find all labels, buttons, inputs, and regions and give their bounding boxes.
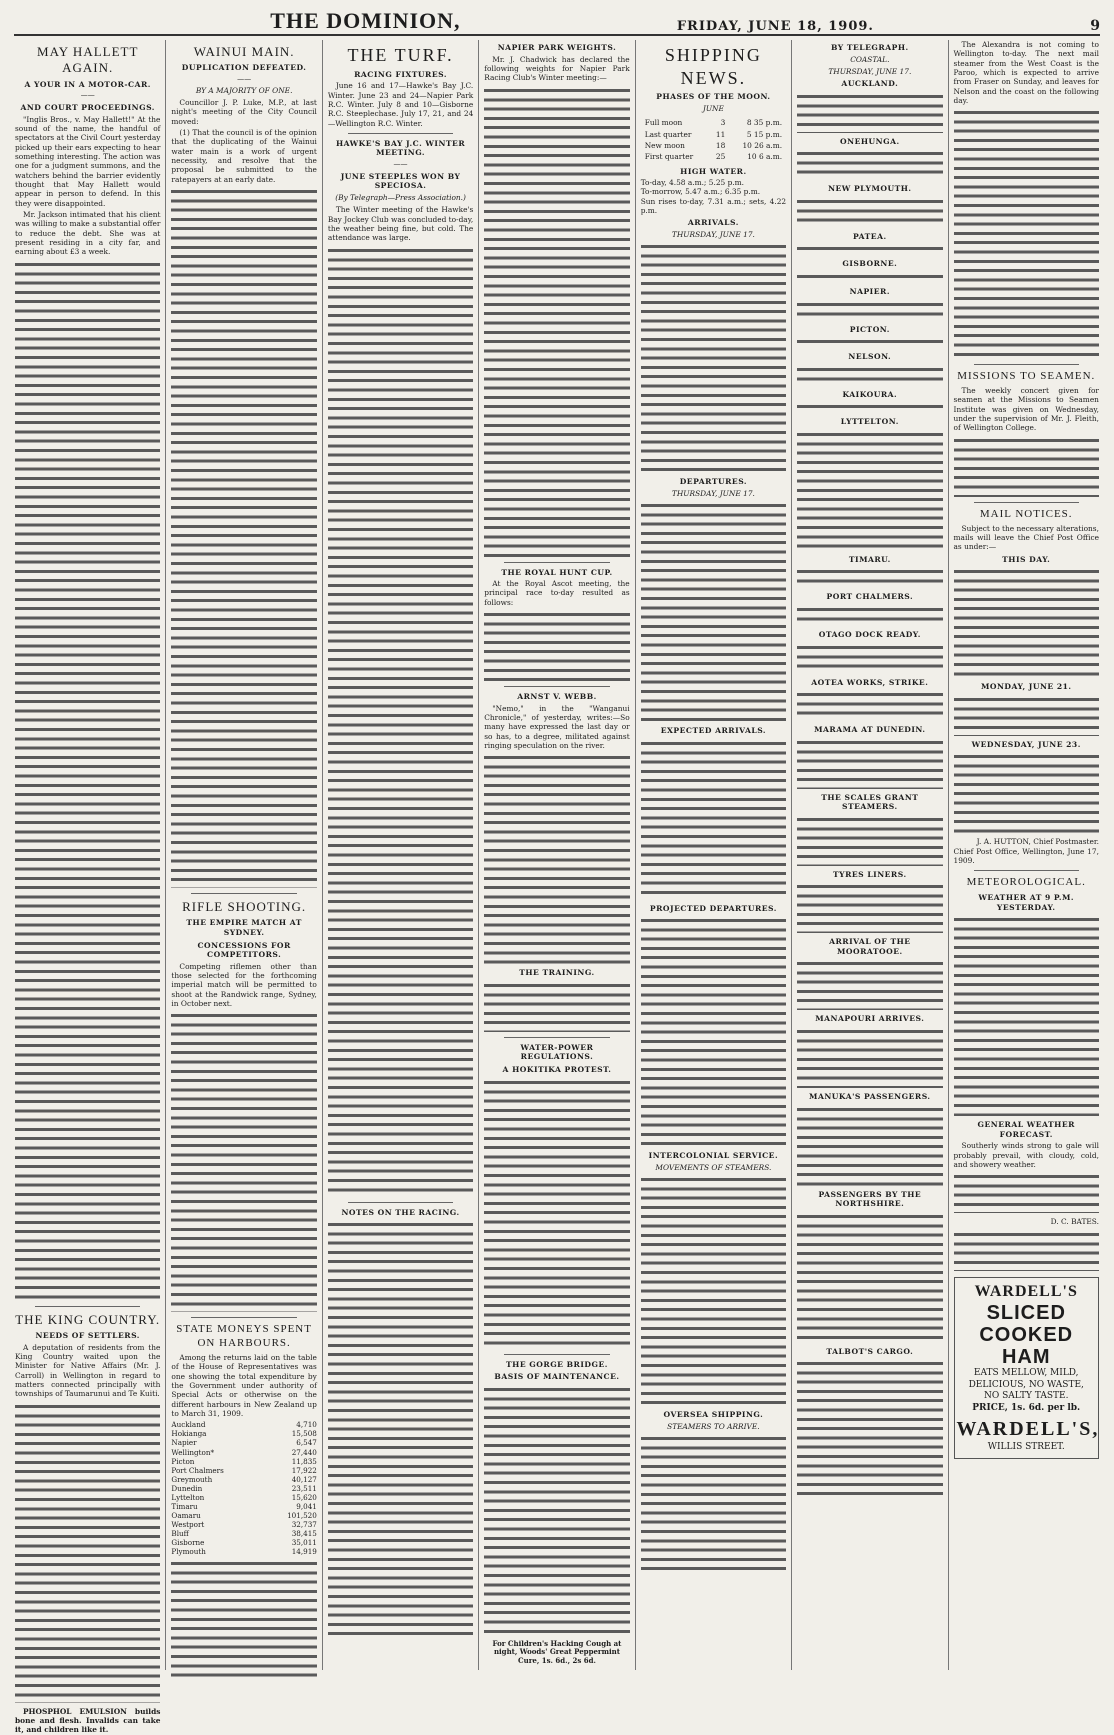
subhead-projected: PROJECTED DEPARTURES. — [649, 903, 777, 913]
port-gisborne: GISBORNE. — [842, 259, 898, 269]
headline-missions: MISSIONS TO SEAMEN. — [957, 370, 1096, 383]
subhead-expected: EXPECTED ARRIVALS. — [660, 726, 767, 736]
harbour-name: Picton — [171, 1456, 195, 1466]
article-body-text — [484, 754, 629, 964]
article-body-text — [797, 883, 942, 933]
masthead-title: THE DOMINION, — [270, 8, 461, 33]
subhead-manapouri: MANAPOURI ARRIVES. — [815, 1014, 925, 1024]
subhead-moon: PHASES OF THE MOON. — [656, 92, 771, 102]
moon-time: 5 15 p.m. — [746, 129, 783, 139]
headline-royal-hunt: THE ROYAL HUNT CUP. — [501, 567, 613, 577]
harbour-amount: 38,415 — [291, 1529, 317, 1539]
moon-day: 11 — [715, 129, 726, 139]
high-water-tomorrow: To-morrow, 5.47 a.m.; 6.35 p.m. — [640, 187, 761, 197]
ad-headline: SLICED COOKED HAM — [979, 1301, 1074, 1368]
article-body-text — [484, 1386, 629, 1636]
headline-water-power: WATER-POWER REGULATIONS. — [520, 1042, 594, 1062]
harbour-amount: 23,511 — [291, 1483, 317, 1493]
harbour-amount: 15,620 — [291, 1492, 317, 1502]
article-body-text — [797, 644, 942, 674]
article-paragraph: "Nemo," in the "Wanganui Chronicle," of yesterday, writes:—So many have expressed the last day or so has, to a degree, militated against ringing speculation on the river. — [484, 703, 630, 750]
subhead-talbots: TALBOT'S CARGO. — [826, 1346, 914, 1356]
harbour-name: Timaru — [171, 1501, 198, 1511]
article-body-text — [797, 338, 942, 348]
port-kaikoura: KAIKOURA. — [842, 389, 898, 399]
article-body-text — [797, 198, 942, 228]
moon-phase: Last quarter — [644, 129, 692, 139]
port-patea: PATEA. — [853, 231, 887, 241]
article-body-text — [954, 568, 1099, 678]
article-body-text — [954, 753, 1099, 833]
article-body-text — [954, 916, 1099, 1116]
harbour-row — [171, 1466, 316, 1475]
harbour-row — [171, 1547, 316, 1556]
article-body-text — [797, 273, 942, 283]
harbour-amount: 40,127 — [291, 1474, 317, 1484]
article-body-text — [797, 93, 942, 133]
article-paragraph: The weekly concert given for seamen at the Missions to Seamen Institute was given on Wednesday, under the supervision of Mr. J. Fleith, of Wellington College. — [953, 386, 1099, 433]
article-paragraph: Competing riflemen other than those selected for the forthcoming imperial match will be permitted to shoot at the Randwick range, Sydney, in October next. — [171, 961, 317, 1008]
port-picton: PICTON. — [849, 324, 890, 334]
headline-turf: THE TURF. — [347, 45, 454, 65]
subhead-departures: DEPARTURES. — [679, 477, 748, 487]
moon-row — [643, 152, 784, 161]
ad-brand: WARDELL'S — [974, 1282, 1078, 1300]
sun-times: Sun rises to-day, 7.31 a.m.; sets, 4.22 p.m. — [640, 196, 787, 216]
port-new-plymouth: NEW PLYMOUTH. — [828, 184, 912, 194]
divider — [974, 502, 1079, 503]
harbour-name: Port Chalmers — [171, 1465, 224, 1475]
article-body-text — [797, 816, 942, 866]
article-body-text — [954, 109, 1099, 359]
forecast-signature: D. C. BATES. — [1050, 1217, 1099, 1227]
fixtures-list: June 16 and 17—Hawke's Bay J.C. Winter. June 23 and 24—Napier Park R.C. Winter. July 8 and 10—Gisborne R.C. Steeplechase. July 17, 21, and 24—Wellington R.C. Winter. — [327, 81, 474, 128]
article-body-text — [797, 301, 942, 321]
subhead-june-steeples: JUNE STEEPLES WON BY SPECIOSA. — [340, 171, 461, 191]
ad-brand-footer: WARDELL'S, — [956, 1418, 1100, 1441]
harbour-name: Napier — [171, 1438, 197, 1448]
port-onehunga: ONEHUNGA. — [840, 136, 900, 146]
article-paragraph: The Alexandra is not coming to Wellington to-day. The next mail steamer from the West Coast is the Paroo, which is expected to arrive from Fraser on Sunday, and leaves for Nelson and the coast on the following day. — [953, 40, 1099, 105]
moon-day: 18 — [715, 140, 726, 150]
harbour-row — [171, 1520, 316, 1529]
article-body-text — [641, 502, 786, 722]
article-body-text — [797, 739, 942, 789]
harbour-row — [171, 1484, 316, 1493]
article-paragraph: A deputation of residents from the King Country waited upon the Minister for Native Affairs (Mr. J. Carroll) in Wellington in regard to matters connected principally with townships of Taumarunui and Te Kuiti. — [15, 1342, 161, 1399]
arrivals-date: THURSDAY, JUNE 17. — [671, 229, 755, 239]
article-body-text — [797, 431, 942, 551]
article-paragraph: Among the returns laid on the table of the House of Representatives was one showing the total expenditure by the Government under authority of Special Acts or otherwise on the different harbours in New Zealand up to March 31, 1909. — [171, 1353, 317, 1418]
harbour-row — [171, 1448, 316, 1457]
divider — [191, 893, 296, 894]
article-body-text — [641, 917, 786, 1147]
article-body-text — [797, 691, 942, 721]
article-paragraph: Mr. J. Chadwick has declared the following weights for Napier Park Racing Club's Winter meeting:— — [484, 54, 630, 83]
article-body-text — [484, 1079, 629, 1349]
postmaster-signature: J. A. HUTTON, Chief Postmaster. — [976, 837, 1099, 847]
moon-day: 25 — [715, 152, 726, 162]
departures-date: THURSDAY, JUNE 17. — [671, 488, 755, 498]
divider — [348, 133, 453, 134]
harbour-row — [171, 1475, 316, 1484]
article-body-text — [797, 366, 942, 386]
mail-day-monday: MONDAY, JUNE 21. — [980, 682, 1072, 692]
moon-row — [643, 118, 784, 127]
harbour-amount: 27,440 — [291, 1447, 317, 1457]
subhead-duplication: DUPLICATION DEFEATED. — [181, 63, 307, 73]
masthead-date: FRIDAY, JUNE 18, 1909. — [676, 19, 874, 34]
headline-king-country: THE KING COUNTRY. — [15, 1311, 161, 1327]
subhead-mooratooe: ARRIVAL OF THE MOORATOOE. — [829, 937, 911, 956]
ad-line: EATS MELLOW, MILD, — [973, 1367, 1079, 1378]
harbour-row — [171, 1420, 316, 1429]
subhead-manuka: MANUKA'S PASSENGERS. — [809, 1092, 931, 1102]
headline-napier-weights: NAPIER PARK WEIGHTS. — [497, 43, 617, 52]
subhead-northshire: PASSENGERS BY THE NORTHSHIRE. — [818, 1189, 922, 1209]
subhead-notes-racing: NOTES ON THE RACING. — [341, 1207, 460, 1217]
ad-line: DELICIOUS, NO WASTE, — [968, 1379, 1084, 1390]
column-4 — [479, 40, 635, 1670]
divider — [974, 870, 1079, 871]
harbour-name: Wellington* — [171, 1447, 215, 1457]
subhead-majority: BY A MAJORITY OF ONE. — [195, 85, 293, 95]
subhead-concessions: CONCESSIONS FOR COMPETITORS. — [197, 940, 291, 960]
article-body-text — [171, 1560, 316, 1680]
article-paragraph: Southerly winds strong to gale will probably prevail, with cloudy, cold, and showery weather. — [953, 1141, 1099, 1170]
subhead-oversea: OVERSEA SHIPPING. — [663, 1410, 764, 1420]
moon-row — [643, 141, 784, 150]
divider — [504, 1037, 609, 1038]
harbour-name: Bluff — [171, 1529, 189, 1539]
article-body-text — [797, 1360, 942, 1500]
column-5 — [636, 40, 792, 1670]
article-body-text — [171, 188, 316, 888]
headline-training: THE TRAINING. — [519, 968, 595, 978]
harbours-table — [171, 1420, 316, 1556]
article-paragraph: (1) That the council is of the opinion that the duplicating of the Wainui water main is a work of urgent necessity, and resolve that the proposal be submitted to the ratepayers at an early date. — [171, 128, 317, 184]
moon-table — [641, 116, 786, 163]
masthead — [14, 4, 1100, 36]
subhead-court: AND COURT PROCEEDINGS. — [20, 103, 155, 113]
headline-gorge-bridge: THE GORGE BRIDGE. — [506, 1359, 608, 1369]
article-paragraph: Subject to the necessary alterations, mails will leave the Chief Post Office as under:— — [953, 523, 1099, 552]
harbour-name: Greymouth — [171, 1474, 213, 1484]
column-7 — [949, 40, 1104, 1670]
harbour-row — [171, 1429, 316, 1438]
article-body-text — [797, 1213, 942, 1343]
divider — [504, 1354, 609, 1355]
article-body-text — [171, 1012, 316, 1312]
harbour-name: Gisborne — [171, 1538, 205, 1548]
harbour-row — [171, 1529, 316, 1538]
advert-phosphol: PHOSPHOL EMULSION builds bone and flesh. Invalids can take it, and children like it. — [15, 1706, 161, 1735]
moon-day: 3 — [720, 118, 726, 128]
subhead-aotea: AOTEA WORKS, STRIKE. — [811, 677, 929, 687]
article-body-text — [641, 740, 786, 900]
subhead-coastal: COASTAL. — [850, 54, 890, 64]
harbour-row — [171, 1502, 316, 1511]
article-body-text — [641, 243, 786, 473]
harbour-row — [171, 1493, 316, 1502]
ad-price: PRICE, 1s. 6d. per lb. — [972, 1402, 1081, 1413]
harbour-amount: 6,547 — [296, 1438, 317, 1448]
article-paragraph: Mr. Jackson intimated that his client was willing to make a substantial offer to reduce the debt. She was at present residing in a city far, and earning about £3 a week. — [15, 209, 161, 257]
subhead-hokitika: A HOKITIKA PROTEST. — [502, 1064, 612, 1074]
harbour-amount: 32,737 — [291, 1520, 317, 1529]
harbour-name: Dunedin — [171, 1483, 203, 1493]
harbour-name: Auckland — [171, 1420, 206, 1430]
divider — [504, 562, 609, 563]
harbour-amount: 14,919 — [291, 1547, 317, 1557]
harbour-row — [171, 1457, 316, 1466]
article-body-text — [797, 960, 942, 1010]
article-body-text — [797, 245, 942, 255]
headline-may-hallett: MAY HALLETT AGAIN. — [37, 44, 139, 76]
subhead-arrivals: ARRIVALS. — [687, 218, 739, 228]
subhead-tyres: TYRES LINERS. — [833, 869, 907, 879]
subhead-racing-fixtures: RACING FIXTURES. — [354, 69, 448, 79]
moon-month: JUNE — [702, 103, 724, 113]
subhead-hawkes-bay: HAWKE'S BAY J.C. WINTER MEETING. — [335, 138, 466, 158]
harbour-name: Plymouth — [171, 1547, 206, 1557]
subhead-maintenance: BASIS OF MAINTENANCE. — [494, 1372, 620, 1382]
article-body-text — [641, 1176, 786, 1406]
divider — [348, 1202, 453, 1203]
headline-mail: MAIL NOTICES. — [979, 507, 1073, 520]
subhead-motor-car: A YOUR IN A MOTOR-CAR. — [24, 79, 151, 89]
harbour-amount: 101,520 — [287, 1510, 317, 1520]
headline-meteorological: METEOROLOGICAL. — [966, 876, 1086, 889]
article-body-text — [328, 1221, 473, 1641]
column-2 — [166, 40, 322, 1670]
article-paragraph: "Inglis Bros., v. May Hallett!" At the sound of the name, the handful of spectators at the Civil Court yesterday picked up their ears expecting to hear something interesting. The action was one for a judgment summons, and the watchers behind the barrier evidently thought that May Hallett would appear in person to defend. In this they were disappointed. — [15, 114, 161, 208]
subhead-scales: THE SCALES GRANT STEAMERS. — [821, 792, 919, 812]
harbour-amount: 17,922 — [291, 1465, 317, 1475]
subhead-by-telegraph: BY TELEGRAPH. — [831, 43, 909, 52]
subhead-settlers: NEEDS OF SETTLERS. — [35, 1330, 140, 1340]
moon-phase: Full moon — [644, 118, 683, 128]
port-chalmers: PORT CHALMERS. — [826, 592, 914, 602]
subhead-empire-match: THE EMPIRE MATCH AT SYDNEY. — [186, 918, 302, 937]
article-body-text — [797, 1028, 942, 1088]
moon-time: 10 6 a.m. — [747, 152, 783, 162]
divider — [974, 364, 1079, 365]
harbour-row — [171, 1538, 316, 1547]
wardells-advert — [954, 1277, 1099, 1459]
press-credit: (By Telegraph—Press Association.) — [335, 192, 466, 202]
article-body-text — [954, 1173, 1099, 1213]
headline-rifle-shooting: RIFLE SHOOTING. — [182, 899, 307, 915]
article-body-text — [954, 1231, 1099, 1271]
article-body-text — [797, 403, 942, 413]
article-paragraph: At the Royal Ascot meeting, the principal race to-day resulted as follows: — [484, 579, 630, 607]
moon-time: 8 35 p.m. — [746, 118, 783, 128]
headline-state-moneys: STATE MONEYS SPENT ON HARBOURS. — [176, 1323, 312, 1350]
article-body-text — [797, 150, 942, 180]
article-body-text — [484, 611, 629, 681]
harbour-amount: 4,710 — [296, 1420, 317, 1430]
port-lyttelton: LYTTELTON. — [840, 417, 899, 427]
port-timaru: TIMARU. — [848, 554, 891, 564]
column-1 — [10, 40, 166, 1735]
harbour-amount: 15,508 — [291, 1429, 317, 1439]
harbour-row — [171, 1511, 316, 1520]
subhead-marama: MARAMA AT DUNEDIN. — [814, 725, 926, 735]
ad-line: NO SALTY TASTE. — [984, 1391, 1069, 1402]
harbour-amount: 35,011 — [291, 1538, 317, 1548]
article-body-text — [797, 1106, 942, 1186]
subhead-otago-dock: OTAGO DOCK READY. — [818, 629, 921, 639]
mail-day-today: THIS DAY. — [1002, 554, 1051, 564]
moon-phase: New moon — [644, 140, 685, 150]
port-napier: NAPIER. — [849, 287, 890, 297]
subhead-high-water: HIGH WATER. — [680, 166, 747, 176]
divider — [35, 1306, 140, 1307]
article-paragraph: Councillor J. P. Luke, M.P., at last night's meeting of the City Council moved: — [171, 98, 317, 126]
divider — [191, 1317, 296, 1318]
advert-peppermint: For Children's Hacking Cough at night, Woods' Great Peppermint Cure, 1s. 6d., 2s 6d. — [492, 1638, 622, 1666]
subhead-weather: WEATHER AT 9 P.M. YESTERDAY. — [978, 893, 1075, 912]
article-body-text — [954, 437, 1099, 497]
divider: —— — [393, 160, 408, 168]
subhead-intercolonial: INTERCOLONIAL SERVICE. — [648, 1151, 779, 1161]
article-body-text — [954, 696, 1099, 736]
harbour-amount: 11,835 — [291, 1456, 317, 1466]
moon-phase: First quarter — [644, 152, 694, 162]
article-body-text — [797, 568, 942, 588]
column-6 — [792, 40, 948, 1670]
subhead-forecast: GENERAL WEATHER FORECAST. — [977, 1120, 1075, 1139]
article-body-text — [328, 247, 473, 1197]
harbour-row — [171, 1438, 316, 1447]
article-paragraph: The Winter meeting of the Hawke's Bay Jockey Club was concluded to-day, the weather being fine, but cold. The attendance was large. — [327, 205, 474, 243]
article-body-text — [484, 982, 629, 1032]
mail-day-wednesday: WEDNESDAY, JUNE 23. — [971, 739, 1081, 749]
high-water-today: To-day, 4.58 a.m.; 5.25 p.m. — [640, 178, 745, 188]
subhead-movements: MOVEMENTS OF STEAMERS. — [655, 1162, 772, 1172]
article-body-text — [15, 1403, 160, 1703]
post-office-date: Chief Post Office, Wellington, June 17, 1909. — [953, 846, 1099, 865]
port-nelson: NELSON. — [848, 352, 892, 362]
harbour-name: Hokianga — [171, 1429, 207, 1439]
headline-wainui: WAINUI MAIN. — [193, 44, 295, 59]
headline-shipping: SHIPPING NEWS. — [664, 45, 762, 88]
page-number: 9 — [1090, 18, 1100, 34]
article-body-text — [641, 1435, 786, 1575]
moon-time: 10 26 a.m. — [742, 140, 783, 150]
coastal-date: THURSDAY, JUNE 17. — [828, 66, 912, 76]
harbour-name: Westport — [171, 1520, 205, 1529]
article-body-text — [15, 261, 160, 1301]
article-body-text — [484, 87, 629, 557]
harbour-name: Oamaru — [171, 1510, 201, 1520]
divider — [504, 686, 609, 687]
divider: —— — [237, 74, 252, 83]
column-3 — [323, 40, 479, 1670]
subhead-steamers: STEAMERS TO ARRIVE. — [667, 1421, 760, 1431]
divider: —— — [80, 91, 95, 100]
port-auckland: AUCKLAND. — [841, 79, 899, 89]
ad-street: WILLIS STREET. — [987, 1442, 1065, 1453]
moon-row — [643, 130, 784, 139]
harbour-name: Lyttelton — [171, 1492, 205, 1502]
harbour-amount: 9,041 — [296, 1501, 317, 1511]
headline-arnst-webb: ARNST V. WEBB. — [517, 692, 597, 702]
article-body-text — [797, 606, 942, 626]
